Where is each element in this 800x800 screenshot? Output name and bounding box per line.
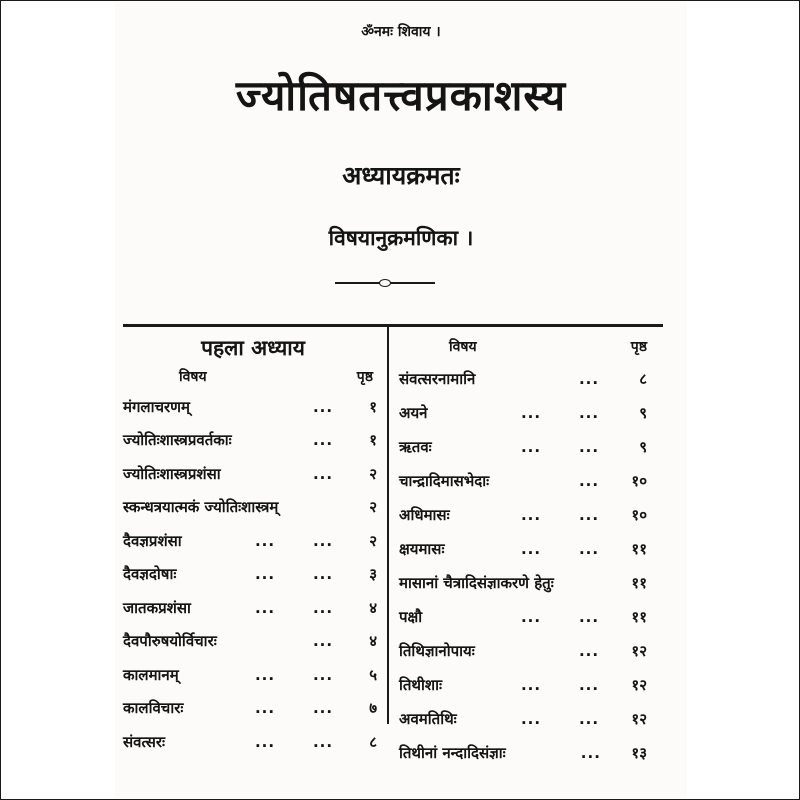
toc-entry	[123, 558, 383, 592]
leader-dots: ...	[254, 598, 276, 617]
leader-dots: ...	[578, 642, 600, 660]
leader-dots: ...	[578, 710, 600, 728]
toc-entry-page: ४	[369, 598, 377, 617]
toc-entry-page: ११	[631, 608, 647, 626]
toc-entry-topic: तिथीनां नन्दादिसंज्ञाः	[399, 744, 506, 762]
toc-left-column	[123, 332, 383, 759]
leader-dots: ...	[578, 608, 600, 626]
toc-entry-page: ११	[631, 540, 647, 558]
toc-entry-page: १२	[631, 676, 647, 694]
leader-dots: ...	[578, 506, 600, 524]
toc-entry-page: १२	[631, 642, 647, 660]
leader-dots: ...	[254, 531, 276, 550]
toc-entry-page: २	[369, 531, 377, 550]
toc-entry-page: ८	[369, 732, 377, 751]
toc-entry-page: २	[369, 498, 377, 517]
toc-entry	[399, 532, 661, 566]
leader-dots: ...	[520, 438, 542, 456]
toc-entry-topic: स्कन्धत्रयात्मकं ज्योतिःशास्त्रम्	[123, 498, 279, 517]
header-topic: विषय	[179, 369, 207, 385]
leader-dots: ...	[520, 608, 542, 626]
leader-dots: ...	[312, 699, 334, 718]
leader-dots: ...	[578, 676, 600, 694]
toc-entry	[123, 390, 383, 424]
toc-entry-topic: ऋतवः	[399, 438, 432, 456]
toc-entry-topic: मासानां चैत्रादिसंज्ञाकरणे हेतुः	[399, 574, 554, 592]
toc-entry-topic: दैवज्ञप्रशंसा	[123, 531, 182, 550]
column-header	[123, 364, 383, 390]
toc-entry-topic: ज्योतिःशास्त्रप्रशंसा	[123, 464, 221, 483]
toc-entry	[123, 524, 383, 558]
toc-entry-topic: संवत्सरनामानि	[399, 370, 476, 388]
toc-entry-topic: कालमानम्	[123, 665, 179, 684]
leader-dots: ...	[254, 732, 276, 751]
toc-entry	[399, 634, 661, 668]
toc-entry	[123, 457, 383, 491]
toc-entry	[123, 591, 383, 625]
leader-dots: ...	[312, 431, 334, 450]
chapter-heading: पहला अध्याय	[201, 336, 305, 360]
toc-entry	[399, 430, 661, 464]
leader-dots: ...	[578, 540, 600, 558]
toc-entry-topic: दैवज्ञदोषाः	[123, 565, 177, 584]
leader-dots: ...	[254, 665, 276, 684]
leader-dots: ...	[578, 370, 600, 388]
toc-entry-page: १	[369, 397, 377, 416]
toc-entry-page: १०	[631, 506, 647, 524]
toc-entry-page: १०	[631, 472, 647, 490]
toc-entry-topic: पक्षौ	[399, 608, 423, 626]
toc-entry	[399, 600, 661, 634]
toc-entry-topic: अधिमासः	[399, 506, 450, 524]
toc-entry-topic: जातकप्रशंसा	[123, 598, 191, 617]
toc-entry	[123, 692, 383, 726]
leader-dots: ...	[254, 699, 276, 718]
leader-dots: ...	[520, 540, 542, 558]
column-header	[399, 332, 661, 362]
toc-entry	[399, 362, 661, 396]
toc-entry-page: ८	[639, 370, 647, 388]
toc-rows	[399, 362, 661, 770]
toc-entry-page: ३	[369, 565, 377, 584]
toc-entry	[123, 424, 383, 458]
toc-entry-topic: मंगलाचरणम्	[123, 397, 190, 416]
toc-entry-page: १३	[631, 744, 647, 762]
leader-dots: ...	[312, 665, 334, 684]
ornament-divider	[335, 282, 435, 284]
toc-entry-topic: ज्योतिःशास्त्रप्रवर्तकाः	[123, 431, 232, 450]
toc-entry	[399, 464, 661, 498]
leader-dots: ...	[578, 404, 600, 422]
toc-right-column	[399, 332, 661, 770]
toc-entry-topic: संवत्सरः	[123, 732, 166, 751]
table-top-rule	[123, 324, 663, 327]
leader-dots: ...	[520, 710, 542, 728]
leader-dots: ...	[520, 404, 542, 422]
toc-entry-page: १	[369, 431, 377, 450]
toc-entry-topic: तिथिज्ञानोपायः	[399, 642, 475, 660]
leader-dots: ...	[312, 565, 334, 584]
toc-entry-topic: चान्द्रादिमासभेदाः	[399, 472, 490, 490]
leader-dots: ...	[580, 744, 601, 762]
invocation-line: ॐनमः शिवाय ।	[361, 24, 441, 40]
toc-entry-page: २	[369, 464, 377, 483]
toc-entry-page: ९	[639, 404, 647, 422]
leader-dots: ...	[578, 438, 600, 456]
leader-dots: ...	[254, 565, 276, 584]
toc-entry-topic: अयने	[399, 404, 428, 422]
toc-entry	[123, 491, 383, 525]
leader-dots: ...	[312, 464, 334, 483]
toc-entry-page: १२	[631, 710, 647, 728]
toc-entry-topic: अवमतिथिः	[399, 710, 457, 728]
leader-dots: ...	[578, 472, 600, 490]
toc-entry	[399, 566, 661, 600]
header-page: पृष्ठ	[630, 339, 647, 355]
toc-entry	[123, 625, 383, 659]
toc-entry-topic: कालविचारः	[123, 699, 184, 718]
toc-entry-page: ७	[369, 699, 377, 718]
leader-dots: ...	[312, 397, 334, 416]
leader-dots: ...	[312, 632, 334, 651]
toc-entry-page: ४	[369, 632, 377, 651]
toc-entry-page: ५	[369, 665, 377, 684]
toc-entry-page: ९	[639, 438, 647, 456]
toc-entry	[399, 702, 661, 736]
leader-dots: ...	[312, 732, 334, 751]
toc-entry	[399, 396, 661, 430]
leader-dots: ...	[312, 598, 334, 617]
scanned-page	[115, 2, 687, 798]
toc-entry-topic: तिथीशाः	[399, 676, 443, 694]
header-topic: विषय	[449, 339, 477, 355]
toc-entry	[399, 498, 661, 532]
toc-entry-topic: क्षयमासः	[399, 540, 445, 558]
leader-dots: ...	[312, 531, 334, 550]
subtitle: अध्यायक्रमतः	[342, 161, 460, 190]
book-title: ज्योतिषतत्त्वप्रकाशस्य	[235, 71, 567, 120]
toc-entry-topic: दैवपौरुषयोर्विचारः	[123, 632, 217, 651]
toc-entry	[123, 658, 383, 692]
header-page: पृष्ठ	[356, 369, 373, 385]
toc-entry	[399, 736, 661, 770]
leader-dots: ...	[520, 676, 542, 694]
toc-entry	[123, 725, 383, 759]
toc-entry	[399, 668, 661, 702]
column-divider	[387, 327, 389, 724]
toc-entry-page: ११	[631, 574, 647, 592]
index-title: विषयानुक्रमणिका ।	[328, 226, 474, 250]
toc-rows	[123, 390, 383, 759]
leader-dots: ...	[520, 506, 542, 524]
